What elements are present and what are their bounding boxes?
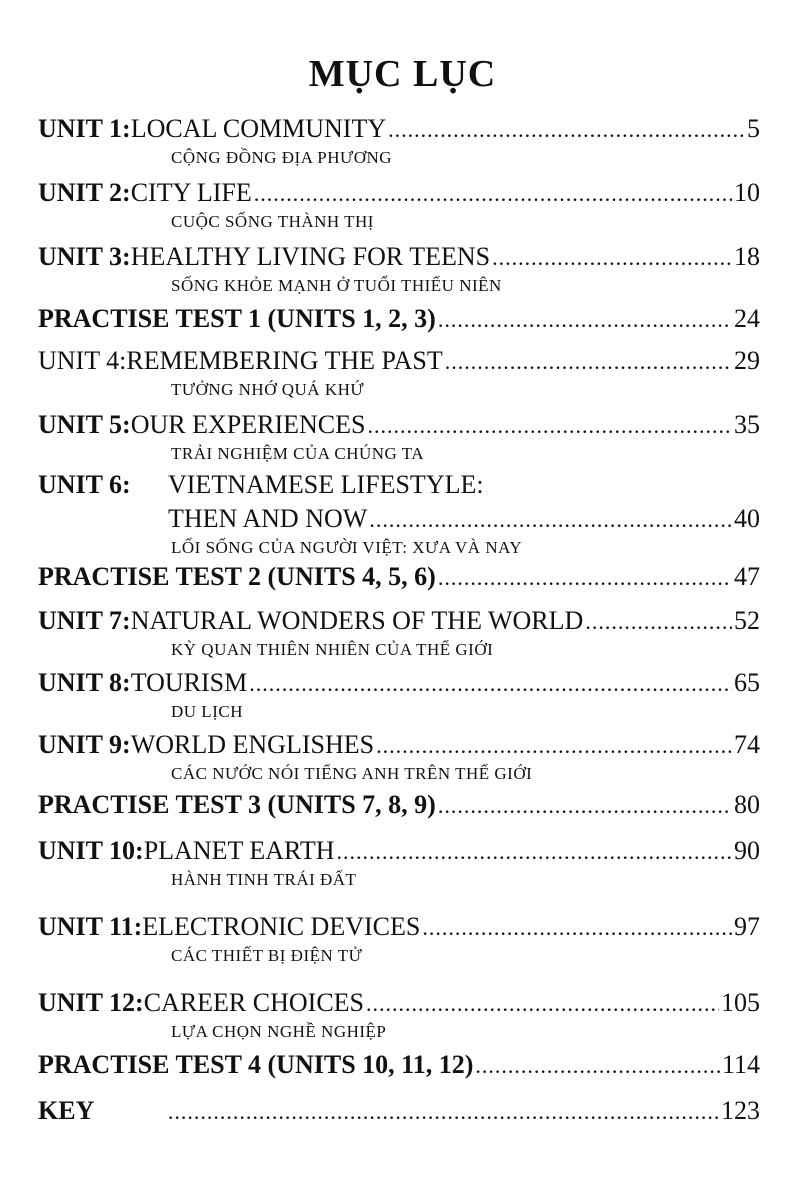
unit-title: CITY LIFE [130, 178, 252, 207]
unit-code: UNIT 6: [38, 470, 131, 499]
leader-dots [585, 609, 732, 635]
page-number: 47 [734, 562, 760, 591]
unit-code: UNIT 12: [38, 988, 144, 1017]
toc-entry-unit-12 [38, 988, 760, 1042]
unit-subtitle: CÁC NƯỚC NÓI TIẾNG ANH TRÊN THẾ GIỚI [171, 764, 533, 783]
leader-dots [422, 915, 732, 941]
leader-dots [337, 839, 733, 865]
toc-entry-key [38, 1096, 760, 1130]
page-number: 97 [734, 912, 760, 941]
unit-subtitle: DU LỊCH [171, 702, 243, 721]
unit-subtitle: CUỘC SỐNG THÀNH THỊ [171, 212, 374, 231]
unit-title-line-2: THEN AND NOW [168, 504, 368, 533]
toc-entry-unit-6 [38, 470, 760, 558]
toc-entry-unit-5 [38, 410, 760, 464]
leader-dots [366, 991, 719, 1017]
toc-entry-unit-1 [38, 114, 760, 168]
leader-dots [438, 307, 732, 333]
toc-entry-unit-7 [38, 606, 760, 660]
leader-dots [492, 245, 732, 271]
unit-subtitle: LỐI SỐNG CỦA NGƯỜI VIỆT: XƯA VÀ NAY [171, 538, 523, 557]
leader-dots [249, 671, 732, 697]
unit-code: UNIT 4: [38, 346, 127, 375]
unit-title: OUR EXPERIENCES [130, 410, 366, 439]
page-number: 35 [734, 410, 760, 439]
toc-entry-practise-test-3 [38, 790, 760, 824]
toc-entry-unit-2 [38, 178, 760, 232]
test-title: PRACTISE TEST 2 (UNITS 4, 5, 6) [38, 562, 436, 591]
unit-title: WORLD ENGLISHES [130, 730, 375, 759]
unit-subtitle: SỐNG KHỎE MẠNH Ở TUỔI THIẾU NIÊN [171, 276, 502, 295]
toc-entry-practise-test-1 [38, 304, 760, 338]
unit-subtitle: HÀNH TINH TRÁI ĐẤT [171, 870, 357, 889]
unit-subtitle: KỲ QUAN THIÊN NHIÊN CỦA THẾ GIỚI [171, 640, 494, 659]
leader-dots [168, 1099, 719, 1125]
page-number: 123 [721, 1096, 760, 1125]
toc-entry-practise-test-2 [38, 562, 760, 596]
page-number: 5 [747, 114, 760, 143]
leader-dots [475, 1053, 720, 1079]
page-number: 40 [734, 504, 760, 533]
page-number: 114 [721, 1050, 760, 1079]
unit-subtitle: LỰA CHỌN NGHỀ NGHIỆP [171, 1022, 387, 1041]
unit-title: REMEMBERING THE PAST [126, 346, 443, 375]
page-number: 52 [734, 606, 760, 635]
unit-code: UNIT 7: [38, 606, 131, 635]
leader-dots [445, 349, 732, 375]
key-title: KEY [38, 1096, 95, 1125]
unit-code: UNIT 10: [38, 836, 144, 865]
leader-dots [376, 733, 732, 759]
unit-title: ELECTRONIC DEVICES [142, 912, 421, 941]
page-number: 10 [734, 178, 760, 207]
test-title: PRACTISE TEST 1 (UNITS 1, 2, 3) [38, 304, 436, 333]
unit-code: UNIT 2: [38, 178, 131, 207]
unit-code: UNIT 3: [38, 242, 131, 271]
page-number: 80 [734, 790, 760, 819]
unit-title: TOURISM [130, 668, 248, 697]
page-number: 74 [734, 730, 760, 759]
test-title: PRACTISE TEST 3 (UNITS 7, 8, 9) [38, 790, 436, 819]
page-number: 65 [734, 668, 760, 697]
unit-title: CAREER CHOICES [143, 988, 365, 1017]
page-number: 24 [734, 304, 760, 333]
test-title: PRACTISE TEST 4 (UNITS 10, 11, 12) [38, 1050, 474, 1079]
unit-title: VIETNAMESE LIFESTYLE: [168, 470, 484, 499]
leader-dots [388, 117, 745, 143]
unit-subtitle: TƯỞNG NHỚ QUÁ KHỨ [171, 380, 365, 399]
toc-entry-unit-3 [38, 242, 760, 296]
unit-title: PLANET EARTH [143, 836, 335, 865]
toc-entry-unit-9 [38, 730, 760, 784]
page-number: 29 [734, 346, 760, 375]
page-number: 90 [734, 836, 760, 865]
toc-entry-unit-4 [38, 346, 760, 400]
unit-title: NATURAL WONDERS OF THE WORLD [130, 606, 584, 635]
page-title: MỤC LỤC [308, 53, 497, 95]
leader-dots [438, 565, 732, 591]
unit-subtitle: CỘNG ĐỒNG ĐỊA PHƯƠNG [171, 148, 393, 167]
unit-subtitle: TRẢI NGHIỆM CỦA CHÚNG TA [171, 444, 425, 463]
page-number: 105 [721, 988, 760, 1017]
toc-entry-unit-11 [38, 912, 760, 966]
toc-entry-practise-test-4 [38, 1050, 760, 1084]
unit-title: HEALTHY LIVING FOR TEENS [130, 242, 491, 271]
unit-code: UNIT 11: [38, 912, 143, 941]
unit-code: UNIT 5: [38, 410, 131, 439]
unit-subtitle: CÁC THIẾT BỊ ĐIỆN TỬ [171, 946, 363, 965]
unit-code: UNIT 9: [38, 730, 131, 759]
unit-code: UNIT 1: [38, 114, 131, 143]
unit-title: LOCAL COMMUNITY [130, 114, 387, 143]
leader-dots [369, 507, 732, 533]
leader-dots [438, 793, 732, 819]
leader-dots [254, 181, 732, 207]
leader-dots [367, 413, 732, 439]
toc-entry-unit-8 [38, 668, 760, 722]
toc-entry-unit-10 [38, 836, 760, 890]
unit-code: UNIT 8: [38, 668, 131, 697]
page-number: 18 [734, 242, 760, 271]
